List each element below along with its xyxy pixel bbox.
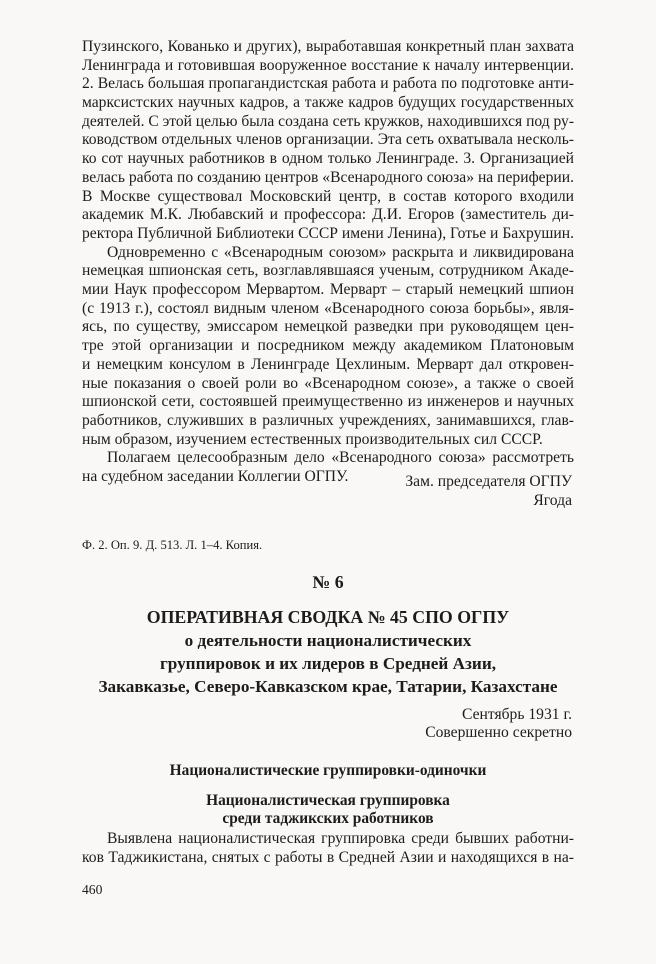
section-body-paragraph <box>82 830 574 867</box>
text-line: и немецким консулом в Ленинграде Цехлиным. Мерварт дал откровен- <box>82 355 574 373</box>
document-number: № 6 <box>312 572 344 592</box>
page-number: 460 <box>82 882 103 897</box>
text-line: ректора Публичной Библиотеки СССР имени Ленина), Готье и Бахрушин. <box>82 224 574 242</box>
document-subtitle-line: группировок и их лидеров в Средней Азии, <box>159 654 497 673</box>
text-line: шпионской сети, состоявшей преимущественно из инженеров и научных <box>82 393 574 411</box>
text-line: 2. Велась большая пропагандистская работа и работа по подготовке анти- <box>82 75 574 93</box>
section-heading: Националистические группировки-одиночки <box>169 762 487 779</box>
text-line: велась работа по созданию центров «Всенародного союза» на периферии. <box>82 168 574 186</box>
text-line: В Москве существовал Московский центр, в состав которого входили <box>82 187 574 205</box>
text-line: Выявлена националистическая группировка среди бывших работни- <box>107 830 574 847</box>
text-line: немецкая шпионская сеть, возглавлявшаяся ученым, сотрудником Акаде- <box>82 262 574 280</box>
text-line: мии Наук профессором Мервартом. Мерварт – старый немецкий шпион <box>82 281 574 299</box>
text-line: тре этой организации и посредником между академиком Платоновым <box>82 337 574 355</box>
text-line: академик М.К. Любавский и профессора: Д.И. Егоров (заместитель ди- <box>82 206 574 224</box>
text-line: Полагаем целесообразным дело «Всенародного союза» рассмотреть <box>107 449 574 467</box>
document-title: ОПЕРАТИВНАЯ СВОДКА № 45 СПО ОГПУ <box>146 607 510 627</box>
text-line: ясь, по существу, эмиссаром немецкой разведки при руководящем цен- <box>82 318 574 336</box>
classification-stamp: Совершенно секретно <box>425 724 572 741</box>
text-line: ков Таджикистана, снятых с работы в Средней Азии и находящихся в на- <box>82 848 574 866</box>
signature-position: Зам. председателя ОГПУ <box>405 473 572 490</box>
text-line: ные показания о своей роли во «Всенародном союзе», а также о своей <box>82 374 574 392</box>
text-line: на судебном заседании Коллегии ОГПУ. <box>82 468 349 486</box>
document-date: Сентябрь 1931 г. <box>461 706 572 723</box>
text-line: деятелей. С этой целью была создана сеть кружков, находившихся под ру- <box>82 112 574 130</box>
document-subtitle-line: Закавказье, Северо-Кавказском крае, Татарии, Казахстане <box>98 677 558 696</box>
text-line: ным образом, изучением естественных производительных сил СССР. <box>82 430 543 448</box>
archive-source-reference: Ф. 2. Оп. 9. Д. 513. Л. 1–4. Копия. <box>82 538 263 552</box>
paragraph-continuation <box>82 38 574 244</box>
text-line: работников, служивших в различных учреждениях, занимавшихся, глав- <box>82 411 574 429</box>
document-subtitle-line: о деятельности националистических <box>184 631 472 650</box>
text-line: Ленинграда и готовившая вооруженное восстание к началу интервенции. <box>82 56 574 74</box>
subsection-heading-line: среди таджикских работников <box>222 810 434 827</box>
paragraph-spy-network <box>82 244 574 450</box>
text-line: ководством отдельных членов организации. Эта сеть охватывала несколь- <box>82 131 574 149</box>
text-line: ко сот научных работников в одном только Ленинграде. 3. Организацией <box>82 150 574 168</box>
text-line: марксистских научных кадров, а также кадров будущих государственных <box>82 94 574 112</box>
text-line: Одновременно с «Всенародным союзом» раскрыта и ликвидирована <box>107 243 574 261</box>
subsection-heading-line: Националистическая группировка <box>206 792 450 809</box>
text-line: Пузинского, Кованько и других), выработавшая конкретный план захвата <box>82 38 574 55</box>
text-line: (с 1913 г.), состоял видным членом «Всенародного союза борьбы», явля- <box>82 299 574 317</box>
signature-name: Ягода <box>533 492 572 509</box>
